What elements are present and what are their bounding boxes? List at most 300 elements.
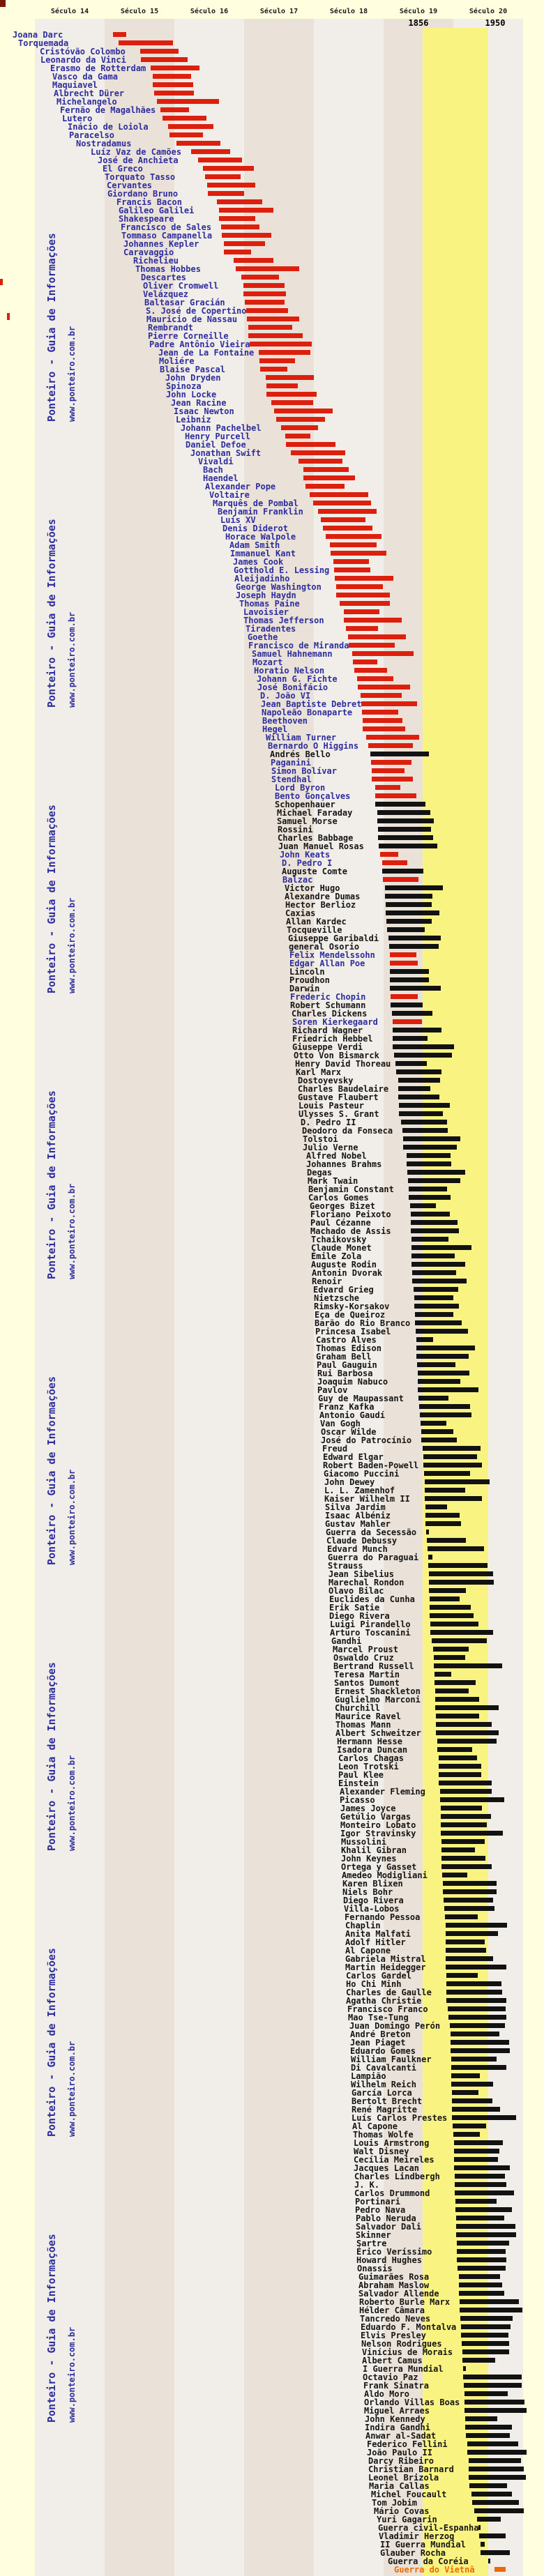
person-name: Joaquim Nabuco <box>317 1377 388 1387</box>
lifespan-bar <box>361 693 402 698</box>
timeline-row <box>0 2340 544 2348</box>
timeline-row <box>0 390 544 399</box>
lifespan-bar <box>382 869 423 874</box>
timeline-row <box>0 1946 544 1955</box>
timeline-row <box>0 1779 544 1788</box>
lifespan-bar <box>430 1613 474 1618</box>
timeline-row <box>0 31 544 39</box>
person-name: Gabriela Mistral <box>345 1954 426 1964</box>
sidebar-watermark-title: Ponteiro - Guia de Informações <box>45 1090 58 1279</box>
person-name: Einstein <box>338 1778 379 1788</box>
lifespan-bar <box>393 1028 441 1032</box>
timeline-row <box>0 909 544 917</box>
lifespan-bar <box>452 2098 492 2103</box>
lifespan-bar <box>429 1580 494 1585</box>
lifespan-bar <box>259 358 295 363</box>
lifespan-bar <box>448 2006 506 2011</box>
lifespan-bar <box>371 760 411 765</box>
person-name: Monteiro Lobato <box>340 1820 416 1830</box>
timeline-row <box>0 2273 544 2281</box>
timeline-row <box>0 323 544 332</box>
person-name: Henry David Thoreau <box>295 1059 391 1069</box>
person-name: Vivaldi <box>198 457 234 466</box>
lifespan-bar <box>441 1806 482 1811</box>
sidebar-watermark-url: www.ponteiro.com.br <box>67 2326 77 2423</box>
lifespan-bar <box>414 1304 459 1309</box>
timeline-row <box>0 1068 544 1076</box>
timeline-row <box>0 1043 544 1051</box>
timeline-row <box>0 1854 544 1863</box>
person-name: Anwar al-Sadat <box>365 2431 437 2441</box>
person-name: Di Cavalcanti <box>351 2063 416 2073</box>
person-name: Francisco Franco <box>347 2004 428 2014</box>
timeline-row <box>0 851 544 859</box>
timeline-row <box>0 1972 544 1980</box>
person-name: Guerra do Vietnã <box>394 2565 475 2575</box>
timeline-row <box>0 374 544 382</box>
person-name: Edward Elgar <box>323 1452 384 1462</box>
person-name: Picasso <box>340 1795 375 1805</box>
lifespan-bar <box>266 375 314 380</box>
lifespan-bar <box>467 2450 527 2455</box>
timeline-row <box>0 2172 544 2181</box>
lifespan-bar <box>453 2132 480 2137</box>
person-name: Frederic Chopin <box>290 992 366 1002</box>
lifespan-bar <box>455 2199 497 2204</box>
timeline-row <box>0 1018 544 1026</box>
lifespan-bar <box>402 1128 448 1133</box>
timeline-row <box>0 1244 544 1252</box>
person-name: Lutero <box>62 114 93 123</box>
lifespan-bar <box>452 2090 478 2095</box>
lifespan-bar <box>409 1195 451 1200</box>
lifespan-bar <box>236 266 299 271</box>
person-name: Guerra civil-Espanha <box>378 2523 479 2533</box>
timeline-row <box>0 1645 544 1654</box>
person-name: Paul Klee <box>338 1770 384 1780</box>
lifespan-bar <box>462 2341 509 2346</box>
lifespan-bar <box>378 827 431 832</box>
person-name: Pedro Nava <box>355 2205 406 2215</box>
lifespan-bar <box>435 1689 469 1693</box>
person-name: Galileo Galilei <box>119 206 195 215</box>
lifespan-bar <box>435 1680 476 1685</box>
timeline-row <box>0 1553 544 1562</box>
timeline-row <box>0 2499 544 2507</box>
timeline-row <box>0 449 544 457</box>
timeline-row <box>0 248 544 257</box>
person-name: Isaac Albéniz <box>325 1511 391 1521</box>
person-name: Guerra do Paraguai <box>328 1553 419 1562</box>
timeline-row <box>0 1804 544 1813</box>
timeline-row <box>0 1035 544 1043</box>
lifespan-bar <box>370 752 429 756</box>
lifespan-bar <box>421 1438 457 1442</box>
lifespan-bar <box>205 174 241 179</box>
lifespan-bar <box>437 1747 472 1752</box>
lifespan-bar <box>481 2542 485 2547</box>
person-name: Tommaso Campanella <box>121 231 213 241</box>
timeline-row <box>0 508 544 516</box>
person-name: Chaplin <box>345 1921 381 1930</box>
lifespan-bar <box>403 1145 457 1150</box>
lifespan-bar <box>399 1103 450 1108</box>
timeline-row <box>0 1394 544 1403</box>
person-name: Mário Covas <box>374 2506 430 2516</box>
person-name: Rossini <box>278 825 313 834</box>
lifespan-bar <box>299 459 342 464</box>
person-name: Baltasar Gracián <box>144 298 225 307</box>
person-name: J. K. <box>354 2180 380 2190</box>
person-name: André Breton <box>350 2029 411 2039</box>
timeline-row <box>0 181 544 190</box>
person-name: Caxias <box>285 908 316 918</box>
timeline-row <box>0 1662 544 1670</box>
lifespan-bar <box>457 2241 509 2246</box>
person-name: Isadora Duncan <box>337 1745 408 1755</box>
century-label: Século 17 <box>259 8 299 15</box>
lifespan-bar <box>444 1906 494 1911</box>
timeline-row <box>0 2390 544 2398</box>
timeline-row <box>0 1177 544 1185</box>
person-name: Luís XV <box>220 515 256 525</box>
person-name: Napoleão Bonaparte <box>262 708 353 717</box>
person-name: Federico Fellini <box>367 2439 448 2449</box>
lifespan-bar <box>169 132 203 137</box>
person-name: Machado de Assis <box>310 1226 391 1236</box>
person-name: L. L. Zamenhof <box>324 1486 395 1495</box>
timeline-row <box>0 2105 544 2114</box>
person-name: Mark Twain <box>308 1176 358 1186</box>
timeline-row <box>0 1721 544 1729</box>
lifespan-bar <box>354 668 387 673</box>
lifespan-bar <box>401 1120 447 1125</box>
timeline-row <box>0 1085 544 1093</box>
person-name: Ernest Shackleton <box>335 1686 421 1696</box>
lifespan-bar <box>414 1287 458 1292</box>
lifespan-bar <box>353 660 377 664</box>
lifespan-bar <box>488 2559 490 2563</box>
person-name: Silva Jardim <box>325 1502 386 1512</box>
person-name: Khalil Gibran <box>341 1845 407 1855</box>
lifespan-bar <box>464 2391 508 2396</box>
person-name: Francisco de Sales <box>121 222 212 232</box>
lifespan-bar <box>441 1814 491 1819</box>
timeline-row <box>0 1269 544 1277</box>
person-name: Luíz Vaz de Camões <box>91 147 182 157</box>
lifespan-bar <box>408 1178 460 1183</box>
timeline-row <box>0 2089 544 2097</box>
lifespan-bar <box>398 1078 440 1083</box>
timeline-row <box>0 1428 544 1436</box>
timeline-row <box>0 2114 544 2122</box>
sidebar-watermark-title: Ponteiro - Guia de Informações <box>45 1662 58 1851</box>
lifespan-bar <box>451 2073 480 2078</box>
lifespan-bar <box>430 1605 471 1610</box>
timeline-row <box>0 876 544 884</box>
lifespan-bar <box>286 442 335 447</box>
person-name: Frank Sinatra <box>363 2381 429 2391</box>
timeline-row <box>0 1445 544 1453</box>
person-name: Érico Veríssimo <box>356 2247 432 2257</box>
timeline-row <box>0 1838 544 1846</box>
timeline-row <box>0 1913 544 1921</box>
lifespan-bar <box>441 1831 503 1836</box>
person-name: Nostradamus <box>76 139 132 148</box>
timeline-row <box>0 800 544 809</box>
timeline-row <box>0 917 544 926</box>
timeline-row <box>0 2189 544 2197</box>
century-label: Século 16 <box>190 8 229 15</box>
lifespan-bar <box>396 1069 441 1074</box>
lifespan-bar <box>247 317 299 321</box>
timeline-row <box>0 1168 544 1177</box>
timeline-row <box>0 1896 544 1905</box>
person-name: Moliére <box>159 356 195 366</box>
timeline-row <box>0 1260 544 1269</box>
person-name: Rimsky-Korsakov <box>314 1302 390 1311</box>
lifespan-bar <box>141 57 188 62</box>
lifespan-bar <box>423 1446 481 1451</box>
timeline-row <box>0 2248 544 2256</box>
person-name: Vinícius de Morais <box>362 2347 453 2357</box>
person-name: Vasco da Gama <box>52 72 118 82</box>
sidebar-watermark-url: www.ponteiro.com.br <box>67 1183 77 1279</box>
person-name: José do Patrocínio <box>321 1435 412 1445</box>
sidebar-watermark-title: Ponteiro - Guia de Informações <box>45 519 58 708</box>
timeline-row <box>0 282 544 290</box>
timeline-row <box>0 2415 544 2423</box>
lifespan-bar <box>452 2107 500 2112</box>
person-name: Indira Gandhi <box>365 2423 430 2432</box>
person-name: Alexander Fleming <box>340 1787 425 1797</box>
timeline-row <box>0 2524 544 2532</box>
timeline-row <box>0 1235 544 1244</box>
lifespan-bar <box>462 2349 509 2354</box>
person-name: René Magritte <box>352 2105 417 2114</box>
lifespan-bar <box>467 2441 518 2446</box>
lifespan-bar <box>459 2291 504 2296</box>
person-name: Fernando Pessoa <box>345 1912 421 1922</box>
lifespan-bar <box>336 584 383 589</box>
lifespan-bar <box>416 1329 468 1334</box>
timeline-row <box>0 315 544 323</box>
person-name: El Greco <box>103 164 143 174</box>
timeline-row <box>0 290 544 298</box>
timeline-row <box>0 1938 544 1946</box>
lifespan-bar <box>198 158 242 162</box>
person-name: Eduardo Gomes <box>350 2046 416 2056</box>
lifespan-bar <box>390 977 429 982</box>
timeline-row <box>0 223 544 231</box>
timeline-row <box>0 1152 544 1160</box>
timeline-row <box>0 1921 544 1930</box>
lifespan-bar <box>464 2408 527 2413</box>
person-name: Orlando Villas Boas <box>364 2398 460 2407</box>
lifespan-bar <box>439 1781 492 1785</box>
timeline-row <box>0 825 544 834</box>
person-name: Blaise Pascal <box>160 365 225 374</box>
timeline-row <box>0 1754 544 1762</box>
lifespan-bar <box>386 902 432 907</box>
person-name: Fernão de Magalhães <box>60 105 156 115</box>
person-name: Charles Dickens <box>292 1009 368 1019</box>
person-name: Louis Armstrong <box>354 2138 430 2148</box>
lifespan-bar <box>399 1111 443 1116</box>
person-name: Friedrich Hebbel <box>292 1034 373 1044</box>
lifespan-bar <box>362 710 398 715</box>
lifespan-bar <box>444 1898 493 1903</box>
person-name: Castro Alves <box>316 1335 377 1345</box>
timeline-row <box>0 231 544 240</box>
lifespan-bar <box>407 1170 465 1175</box>
lifespan-bar <box>418 1387 478 1392</box>
person-name: Karl Marx <box>296 1067 342 1077</box>
person-name: Johannes Brahms <box>306 1159 382 1169</box>
lifespan-bar <box>386 910 439 915</box>
lifespan-bar <box>423 1463 482 1468</box>
timeline-row <box>0 1478 544 1486</box>
person-name: Michelangelo <box>56 97 117 107</box>
person-name: Henry Purcell <box>185 432 250 441</box>
timeline-row <box>0 156 544 165</box>
capture-artifact <box>0 0 6 7</box>
timeline-row <box>0 165 544 173</box>
timeline-row <box>0 959 544 968</box>
timeline-row <box>0 993 544 1001</box>
lifespan-bar <box>454 2140 503 2145</box>
person-name: Vladimir Herzog <box>379 2531 455 2541</box>
lifespan-bar <box>323 526 372 531</box>
person-name: Charles Baudelaire <box>298 1084 389 1094</box>
person-name: Balzac <box>282 875 313 885</box>
timeline-row <box>0 1729 544 1737</box>
lifespan-bar <box>430 1622 478 1626</box>
person-name: Michel Foucault <box>371 2490 447 2499</box>
person-name: Ulysses S. Grant <box>299 1109 379 1119</box>
person-name: Joana Darc <box>13 30 63 40</box>
timeline-row <box>0 148 544 156</box>
timeline-row <box>0 1327 544 1336</box>
timeline-row <box>0 926 544 934</box>
lifespan-bar <box>456 2232 516 2237</box>
lifespan-bar <box>395 1061 427 1066</box>
timeline-row <box>0 2005 544 2013</box>
person-name: Tolstoi <box>303 1134 338 1144</box>
person-name: Olavo Bilac <box>328 1586 384 1596</box>
person-name: Velázquez <box>143 289 189 299</box>
person-name: Michael Faraday <box>277 808 353 818</box>
lifespan-bar <box>398 1095 439 1099</box>
timeline-row <box>0 2122 544 2131</box>
lifespan-bar <box>411 1237 448 1242</box>
lifespan-bar <box>425 1479 490 1484</box>
lifespan-bar <box>428 1546 484 1551</box>
timeline-row <box>0 934 544 943</box>
lifespan-bar <box>424 1471 470 1476</box>
lifespan-bar <box>191 149 230 154</box>
timeline-row <box>0 1796 544 1804</box>
timeline-row <box>0 968 544 976</box>
timeline-row <box>0 1202 544 1210</box>
lifespan-bar <box>455 2174 505 2179</box>
person-name: Charles Lindbergh <box>354 2172 440 2181</box>
lifespan-bar <box>375 793 416 798</box>
lifespan-bar <box>441 1847 475 1852</box>
lifespan-bar <box>474 2508 524 2513</box>
timeline-row <box>0 1302 544 1311</box>
lifespan-bar <box>415 1312 453 1317</box>
person-name: Pablo Neruda <box>356 2213 416 2223</box>
person-name: Richelieu <box>133 256 179 266</box>
timeline-row <box>0 215 544 223</box>
lifespan-bar <box>385 894 432 899</box>
person-name: Felix Mendelssohn <box>289 950 375 960</box>
timeline-row <box>0 265 544 273</box>
person-name: Hermann Hesse <box>337 1737 402 1746</box>
capture-artifact <box>0 279 3 285</box>
person-name: Cristóvão Colombo <box>40 47 126 56</box>
lifespan-bar <box>326 534 381 539</box>
lifespan-bar <box>393 1044 454 1049</box>
lifespan-bar <box>425 1521 461 1526</box>
lifespan-bar <box>471 2492 512 2497</box>
person-name: James Joyce <box>340 1804 396 1813</box>
timeline-row <box>0 2097 544 2105</box>
lifespan-bar <box>460 2308 522 2312</box>
lifespan-bar <box>451 2082 493 2087</box>
century-label: Século 15 <box>120 8 159 15</box>
lifespan-bar <box>246 308 288 313</box>
timeline-row <box>0 1160 544 1168</box>
lifespan-bar <box>318 509 377 514</box>
timeline-row <box>0 1135 544 1143</box>
person-name: Tchaikovsky <box>311 1235 367 1244</box>
person-name: Carlos Gardel <box>346 1971 411 1981</box>
person-name: Jean de La Fontaine <box>158 348 255 358</box>
lifespan-bar <box>391 1003 423 1007</box>
lifespan-bar <box>455 2182 506 2187</box>
person-name: Salvador Dali <box>356 2222 421 2232</box>
sidebar-watermark-title: Ponteiro - Guia de Informações <box>45 1948 58 2137</box>
lifespan-bar <box>390 986 441 991</box>
lifespan-bar <box>435 1697 479 1702</box>
lifespan-bar <box>389 944 439 949</box>
lifespan-bar <box>411 1220 458 1225</box>
person-name: Miguel Arraes <box>364 2406 430 2416</box>
person-name: Albrecht Dürer <box>54 89 125 98</box>
lifespan-bar <box>410 1203 436 1208</box>
timeline-row <box>0 1578 544 1587</box>
person-name: Juan Domingo Perón <box>349 2021 441 2031</box>
lifespan-bar <box>340 601 390 606</box>
timeline-row <box>0 1319 544 1327</box>
lifespan-bar <box>439 1755 477 1760</box>
person-name: Christian Barnard <box>368 2464 454 2474</box>
person-name: Princesa Isabel <box>315 1327 391 1336</box>
person-name: Al Capone <box>352 2121 398 2131</box>
timeline-row <box>0 2457 544 2465</box>
person-name: Torquato Tasso <box>105 172 176 182</box>
timeline-row <box>0 1361 544 1369</box>
lifespan-bar <box>434 1663 502 1668</box>
person-name: Claude Debussy <box>326 1536 398 1546</box>
timeline-row <box>0 1955 544 1963</box>
lifespan-bar <box>425 1488 465 1493</box>
person-name: Edvard Grieg <box>313 1285 374 1295</box>
lifespan-bar <box>372 768 405 773</box>
person-name: Gotthold E. Lessing <box>234 565 330 575</box>
